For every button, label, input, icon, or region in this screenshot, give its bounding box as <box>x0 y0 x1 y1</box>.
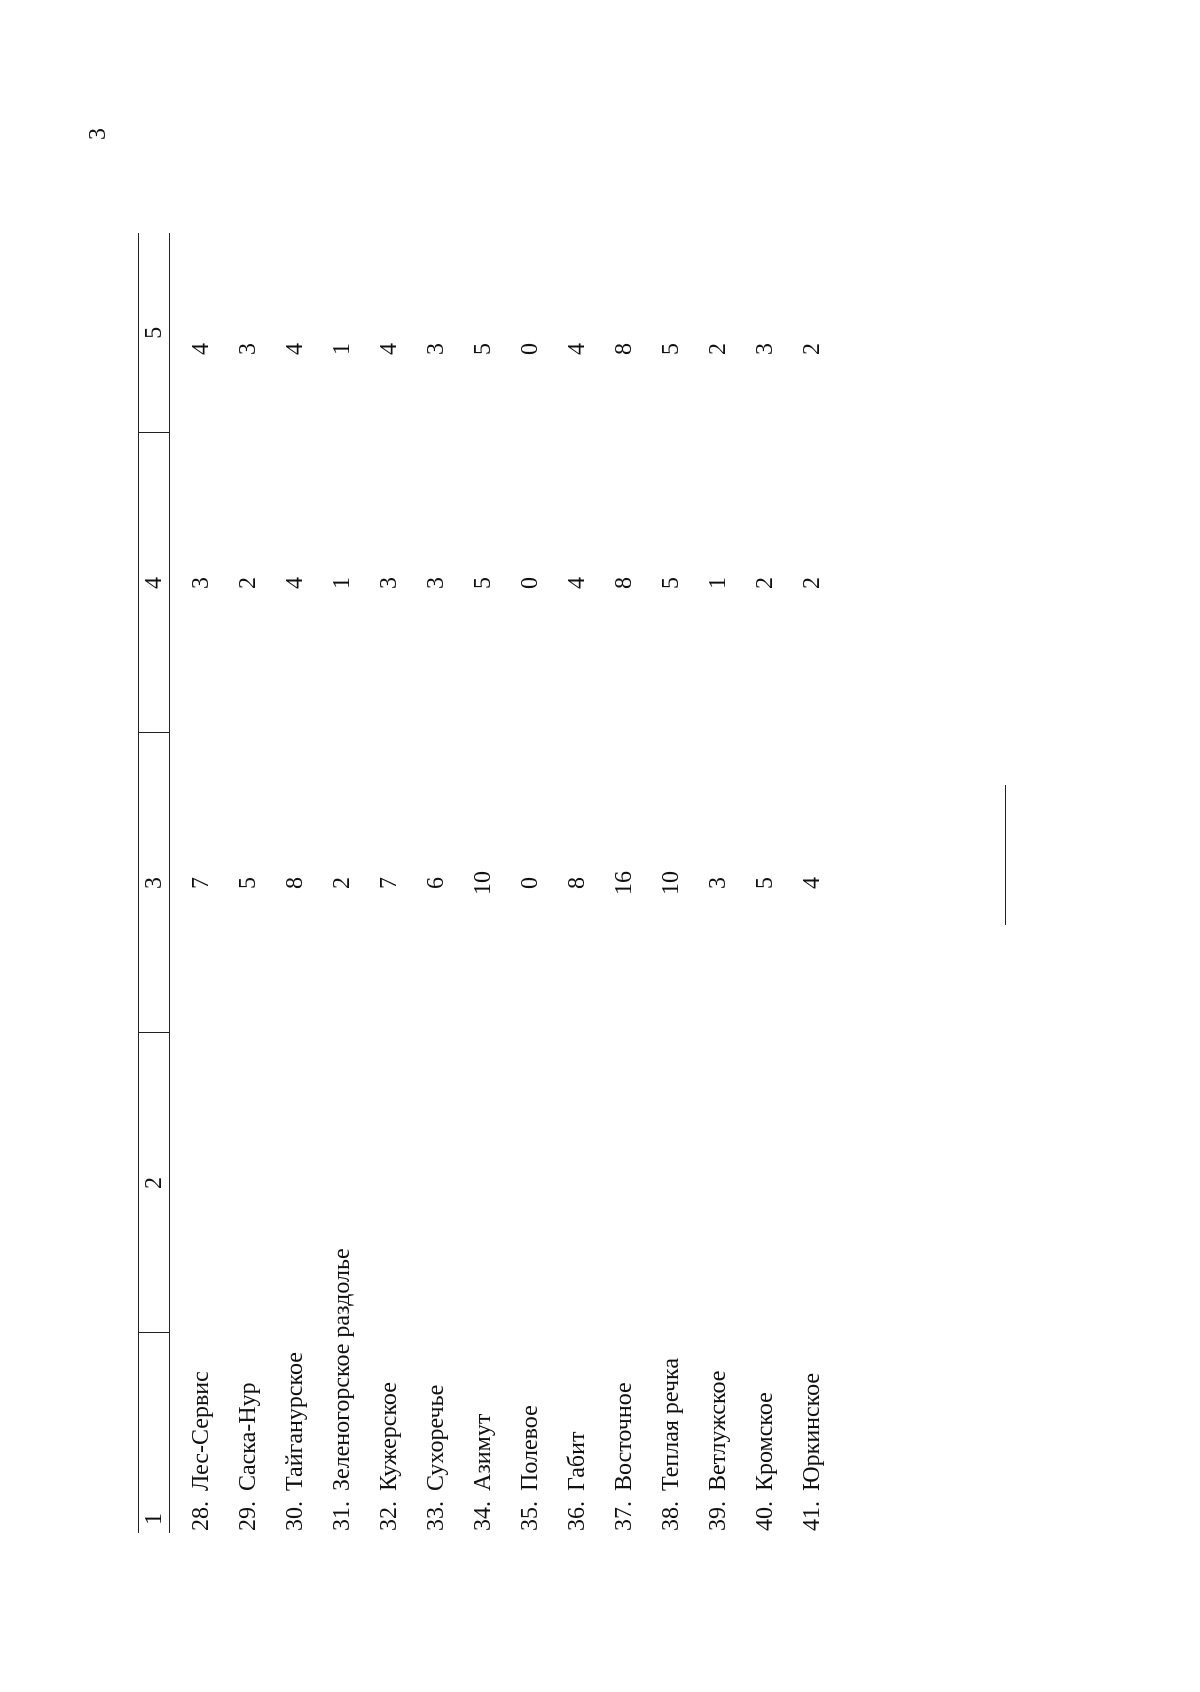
table-row <box>460 233 507 1533</box>
row-entry <box>460 1033 507 1533</box>
row-number: 39. <box>705 1501 731 1531</box>
cell-col-5: 3 <box>423 343 449 355</box>
cell-col-3: 4 <box>799 877 825 889</box>
cell-col-4: 4 <box>564 577 590 589</box>
row-entry <box>413 1033 460 1533</box>
cell-col-3: 3 <box>705 877 731 889</box>
row-number: 36. <box>564 1501 590 1531</box>
row-entry <box>225 1033 272 1533</box>
cell-col-5: 4 <box>564 343 590 355</box>
table-row <box>742 233 789 1533</box>
row-number: 38. <box>658 1501 684 1531</box>
table-row <box>413 233 460 1533</box>
cell-col-4: 1 <box>705 577 731 589</box>
row-number: 35. <box>517 1501 543 1531</box>
row-name: Габит <box>564 1431 590 1491</box>
cell-col-3: 10 <box>470 871 496 895</box>
cell-col-5: 2 <box>799 343 825 355</box>
table-row <box>695 233 742 1533</box>
cell-col-5: 5 <box>470 343 496 355</box>
data-table <box>138 233 836 1533</box>
table-row <box>648 233 695 1533</box>
cell-col-4: 3 <box>423 577 449 589</box>
cell-col-5: 4 <box>282 343 308 355</box>
header-col-3: 3 <box>139 733 170 1033</box>
cell-col-4: 3 <box>188 577 214 589</box>
cell-col-3: 2 <box>329 877 355 889</box>
row-name: Саска-Нур <box>235 1382 261 1491</box>
cell-col-3: 5 <box>235 877 261 889</box>
cell-col-3: 8 <box>282 877 308 889</box>
row-name: Кромское <box>752 1392 778 1491</box>
page-number: 3 <box>85 128 111 140</box>
cell-col-3: 7 <box>376 877 402 889</box>
row-number: 37. <box>611 1501 637 1531</box>
row-number: 31. <box>329 1501 355 1531</box>
table-header <box>139 233 170 1533</box>
cell-col-3: 7 <box>188 877 214 889</box>
row-name: Кужерское <box>376 1382 402 1491</box>
cell-col-3: 5 <box>752 877 778 889</box>
table-row <box>601 233 648 1533</box>
row-name: Ветлужское <box>705 1370 731 1491</box>
cell-col-5: 2 <box>705 343 731 355</box>
cell-col-3: 0 <box>517 877 543 889</box>
table-row <box>554 233 601 1533</box>
cell-col-3: 16 <box>611 871 637 895</box>
row-entry <box>742 1033 789 1533</box>
row-name: Юркинское <box>799 1372 825 1491</box>
header-col-2: 2 <box>139 1033 170 1333</box>
cell-col-4: 2 <box>752 577 778 589</box>
row-entry <box>507 1033 554 1533</box>
cell-col-4: 1 <box>329 577 355 589</box>
cell-col-5: 3 <box>235 343 261 355</box>
cell-col-4: 2 <box>799 577 825 589</box>
header-col-5: 5 <box>139 233 170 433</box>
row-name: Полевое <box>517 1405 543 1491</box>
cell-col-5: 3 <box>752 343 778 355</box>
cell-col-4: 5 <box>658 577 684 589</box>
row-number: 41. <box>799 1501 825 1531</box>
row-entry <box>554 1033 601 1533</box>
row-name: Зеленогорское раздолье <box>329 1248 355 1491</box>
cell-col-3: 10 <box>658 871 684 895</box>
table-row <box>319 233 366 1533</box>
cell-col-5: 8 <box>611 343 637 355</box>
cell-col-5: 4 <box>188 343 214 355</box>
cell-col-5: 0 <box>517 343 543 355</box>
row-number: 33. <box>423 1501 449 1531</box>
rotated-table-container <box>138 233 888 1533</box>
header-col-1: 1 <box>139 1333 170 1533</box>
row-entry <box>695 1033 742 1533</box>
row-name: Теплая речка <box>658 1358 684 1491</box>
table-body <box>170 233 837 1533</box>
cell-col-5: 4 <box>376 343 402 355</box>
row-entry <box>789 1033 836 1533</box>
end-rule-divider <box>1005 785 1006 925</box>
cell-col-4: 0 <box>517 577 543 589</box>
cell-col-4: 5 <box>470 577 496 589</box>
row-entry <box>601 1033 648 1533</box>
row-entry <box>319 1033 366 1533</box>
table-row <box>507 233 554 1533</box>
header-col-4: 4 <box>139 433 170 733</box>
row-entry <box>648 1033 695 1533</box>
cell-col-3: 8 <box>564 877 590 889</box>
cell-col-4: 4 <box>282 577 308 589</box>
cell-col-4: 8 <box>611 577 637 589</box>
cell-col-5: 5 <box>658 343 684 355</box>
row-number: 34. <box>470 1501 496 1531</box>
row-entry <box>170 1033 226 1533</box>
row-name: Восточное <box>611 1382 637 1491</box>
row-number: 40. <box>752 1501 778 1531</box>
cell-col-4: 2 <box>235 577 261 589</box>
table-row <box>366 233 413 1533</box>
table-row <box>170 233 226 1533</box>
row-entry <box>366 1033 413 1533</box>
table-row <box>789 233 836 1533</box>
cell-col-4: 3 <box>376 577 402 589</box>
row-name: Тайганурское <box>282 1352 308 1491</box>
row-number: 30. <box>282 1501 308 1531</box>
table-row <box>272 233 319 1533</box>
header-row <box>139 233 170 1533</box>
row-entry <box>272 1033 319 1533</box>
row-name: Сухоречье <box>423 1384 449 1491</box>
row-number: 29. <box>235 1501 261 1531</box>
table-row <box>225 233 272 1533</box>
row-name: Азимут <box>470 1413 496 1491</box>
row-number: 32. <box>376 1501 402 1531</box>
row-number: 28. <box>188 1501 214 1531</box>
cell-col-3: 6 <box>423 877 449 889</box>
row-name: Лес-Сервис <box>188 1371 214 1491</box>
cell-col-5: 1 <box>329 343 355 355</box>
